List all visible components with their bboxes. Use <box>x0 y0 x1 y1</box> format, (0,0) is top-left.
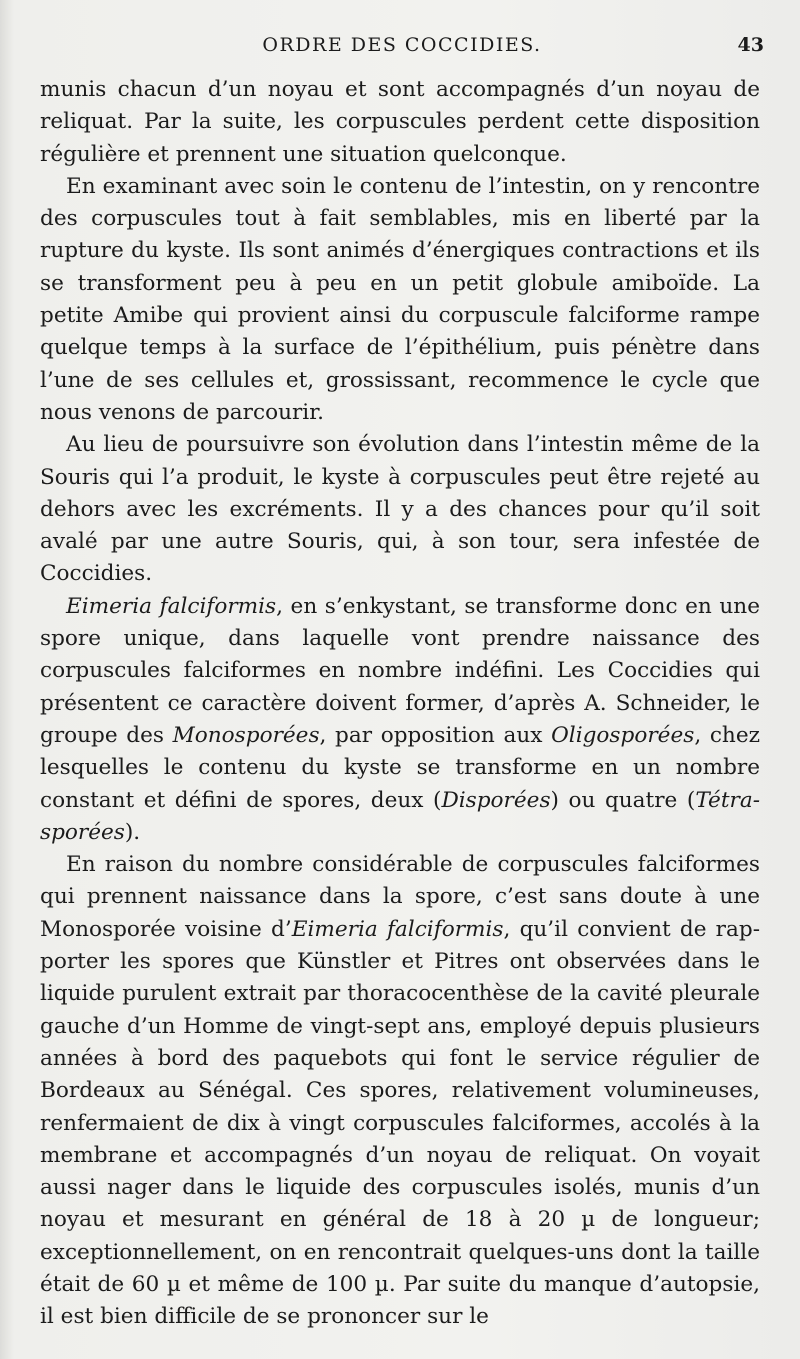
body-text <box>40 74 760 1334</box>
paragraph <box>40 429 760 590</box>
text-segment: ). <box>124 819 141 845</box>
italic-term: Eimeria falciformis <box>66 593 277 619</box>
text-segment: En raison du nombre considérable de corpuscules falciformes qui prennent naissance dans la spore, c’est sans doute à une Monosporée voisine d’ <box>40 852 760 942</box>
text-segment: Au lieu de poursuivre son évolution dans l’intestin même de la Souris qui l’a produit, le kyste à corpuscules peut être rejeté au dehors avec les excréments. Il y a des chances pour qu’il soit avalé par une autre Souris, qui, à son tour, sera infestée de Coccidies. <box>40 432 760 587</box>
text-segment: En examinant avec soin le contenu de l’intestin, on y rencontre des corpuscules tout à fait semblables, mis en liberté par la rupture du kyste. Ils sont animés d’énergiques contractions et ils se transforment peu à peu en un petit globule amiboïde. La petite Amibe qui provient ainsi du corpuscule falciforme rampe quelque temps à la surface de l’épithélium, puis pénètre dans l’une de ses cellules et, grossissant, recommence le cycle que nous venons de parcourir. <box>40 173 760 425</box>
text-segment: ) ou quatre ( <box>550 787 696 813</box>
page-header <box>40 34 764 60</box>
paragraph <box>40 171 760 429</box>
paragraph <box>40 74 760 171</box>
text-segment: , qu’il convient de rapporter les spores que Künstler et Pitres ont observées dans le liquide purulent extrait par thoracocenthèse de la cavité pleurale gauche d’un Homme de vingt-sept ans, employé depuis plusieurs années à bord des paquebots qui font le service régulier de Bordeaux au Sénégal. Ces spores, relativement volumineuses, renfermaient de dix à vingt corpuscules falciformes, accolés à la membrane et accompagnés d’un noyau de reliquat. On voyait aussi nager dans le liquide des corpuscules isolés, munis d’un noyau et mesurant en général de 18 à 20 µ de longueur; exceptionnellement, on en rencontrait quelques-uns dont la taille était de 60 µ et même de 100 µ. Par suite du manque d’autopsie, il est bien difficile de se prononcer sur le <box>40 916 761 1330</box>
italic-term: Monosporées <box>172 722 320 748</box>
page-number: 43 <box>737 34 764 56</box>
italic-term: Disporées <box>441 787 551 813</box>
text-segment: , par opposition aux <box>319 722 552 748</box>
italic-term: Oligosporées <box>551 722 695 748</box>
italic-term: Tétrasporées <box>40 787 760 845</box>
text-segment: , chez lesquelles le contenu du kyste se transforme en un nombre constant et défini de spores, deux ( <box>40 722 760 813</box>
italic-term: Eimeria falciformis <box>291 916 504 942</box>
text-segment: munis chacun d’un noyau et sont accompagnés d’un noyau de reliquat. Par la suite, les corpuscules perdent cette disposition régulière et prennent une situation quelconque. <box>40 77 760 167</box>
running-title: ORDRE DES COCCIDIES. <box>262 34 542 56</box>
text-segment: , en s’enkystant, se transforme donc en une spore unique, dans laquelle vont prendre naissance des corpuscules falciformes en nombre indéfini. Les Coccidies qui présentent ce caractère doivent former, d’après A. Schneider, le groupe des <box>40 593 760 748</box>
paragraph <box>40 849 760 1333</box>
paragraph <box>40 591 760 849</box>
